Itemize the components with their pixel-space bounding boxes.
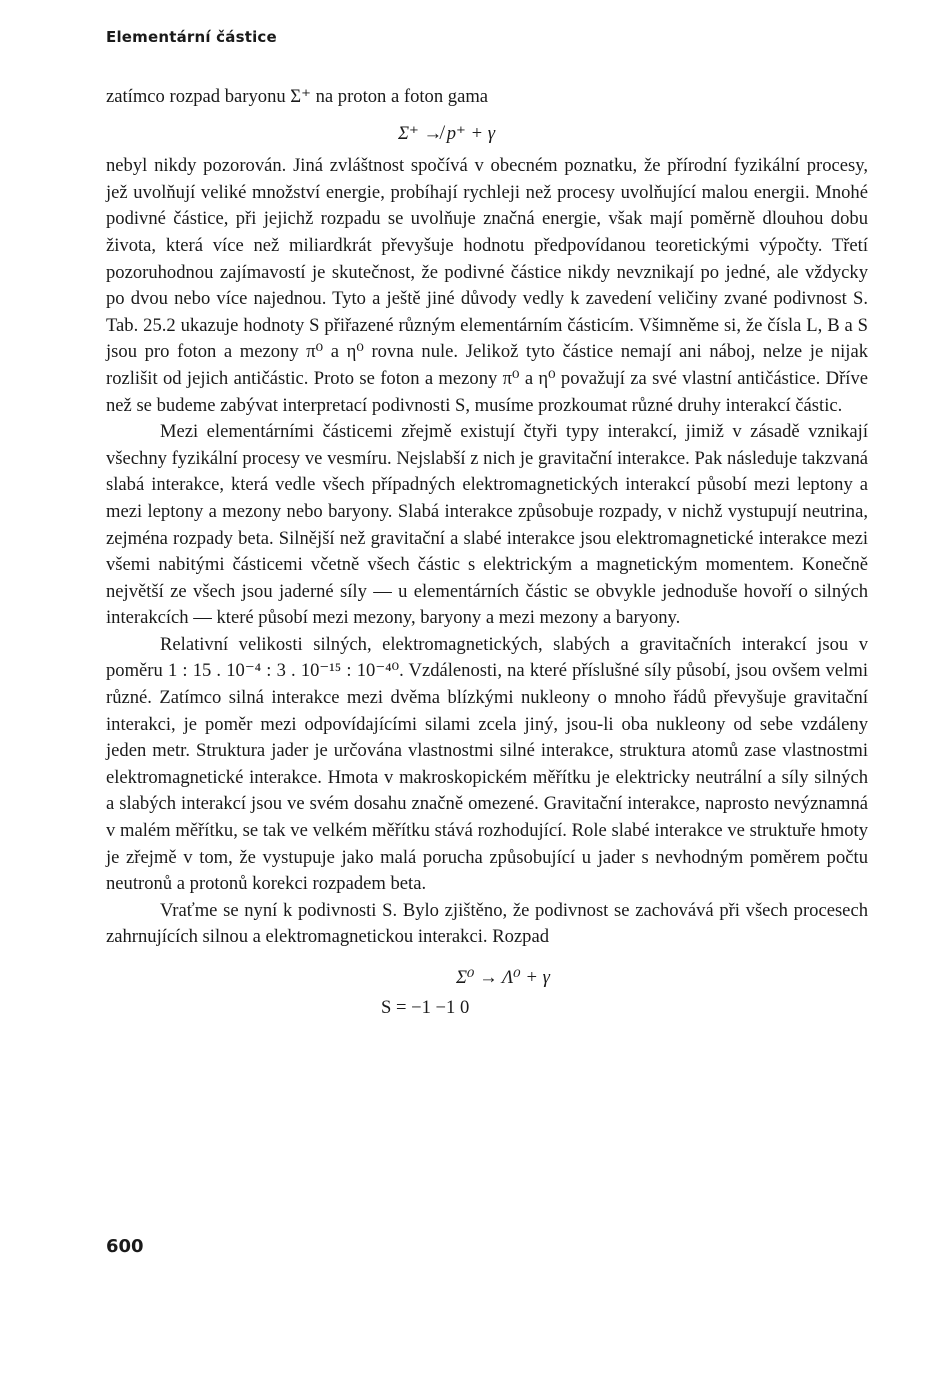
text-body <box>106 84 868 1021</box>
page-number: 600 <box>106 1236 144 1257</box>
paragraph-3: Mezi elementárními částicemi zřejmě existují čtyři typy interakcí, jimiž v zásadě vznikají všechny fyzikální procesy ve vesmíru. Nejslabší z nich je gravitační interakce. Pak následuje takzvaná slabá interakce, která vedle všech případných elektromagnetických interakcí působí mezi leptony a mezi leptony a mezony nebo baryony. Slabá interakce způsobuje rozpady, v nichž vystupují neutrina, zejména rozpady beta. Silnější než gravitační a slabé interakce jsou elektromagnetické interakce mezi všemi nabitými částicemi včetně všech částic s elektrickým a magnetickým momentem. Konečně největší ze všech jsou jaderné síly — u elementárních částic se obvykle jednoduše hovoří o silných interakcích — které působí mezi mezony, baryony a mezi mezony a baryony. <box>106 421 868 629</box>
equation-sigma-zero-decay: Σ⁰ → Λ⁰ + γ <box>456 967 550 988</box>
paragraph-5: Vraťme se nyní k podivnosti S. Bylo zjištěno, že podivnost se zachovává při všech procesech zahrnujících silnou a elektromagnetickou interakci. Rozpad <box>106 899 868 948</box>
running-head: Elementární částice <box>106 28 277 46</box>
equation-sigma-plus-decay: Σ⁺ ↛ p⁺ + γ <box>398 122 496 144</box>
paragraph-2: nebyl nikdy pozorován. Jiná zvláštnost spočívá v obecném poznatku, že přírodní fyzikální procesy, jež uvolňují veliké množství energie, probíhají rychleji než procesy uvolňující malou energii. Mnohé podivné částice, při jejichž rozpadu se uvolňuje značná energie, však mají poměrně dlouhou dobu života, která více než miliardkrát převyšuje hodnotu předpovídanou teoretickými výpočty. Třetí pozoruhodnou zajímavostí je skutečnost, že podivné částice nikdy nevznikají po jedné, ale vždycky po dvou nebo více najednou. Tyto a ještě jiné důvody vedly k zavedení veličiny zvané podivnost S. Tab. 25.2 ukazuje hodnoty S přiřazené různým elementárním částicím. Všimněme si, že čísla L, B a S jsou pro foton a mezony π⁰ a η⁰ rovna nule. Jelikož tyto částice nemají ani náboj, nelze je nijak rozlišit od jejich antičástic. Proto se foton a mezony π⁰ a η⁰ považují za své vlastní antičástice. Dříve než se budeme zabývat interpretací podivnosti S, musíme prozkoumat různé druhy interakcí částic. <box>106 155 868 416</box>
paragraph-1: zatímco rozpad baryonu Σ⁺ na proton a foton gama <box>106 86 489 107</box>
paragraph-4: Relativní velikosti silných, elektromagnetických, slabých a gravitačních interakcí jsou v poměru 1 : 15 . 10⁻⁴ : 3 . 10⁻¹⁵ : 10⁻⁴⁰. Vzdálenosti, na které příslušné síly působí, jsou ovšem velmi různé. Zatímco silná interakce mezi dvěma blízkými nukleony o mnoho řádů převyšuje gravitační interakci, je poměr mezi odpovídajícími silami zcela jiný, jsou-li oba nukleony od sebe vzdáleny jeden metr. Struktura jader je určována vlastnostmi silné interakce, struktura atomů zase vlastnostmi elektromagnetické interakce. Hmota v makroskopickém měřítku je elektricky neutrální a síly silných a slabých interakcí jsou ve svém dosahu značně omezené. Gravitační interakce, naprosto nevýznamná v malém měřítku, se tak ve velkém měřítku stává rozhodující. Role slabé interakce ve struktuře hmoty je zřejmě v tom, že vystupuje jako malá porucha způsobující u jader s nevhodným poměrem počtu neutronů a protonů korekci rozpadem beta. <box>106 633 868 895</box>
equation-strangeness-values: S = −1 −1 0 <box>381 997 470 1018</box>
